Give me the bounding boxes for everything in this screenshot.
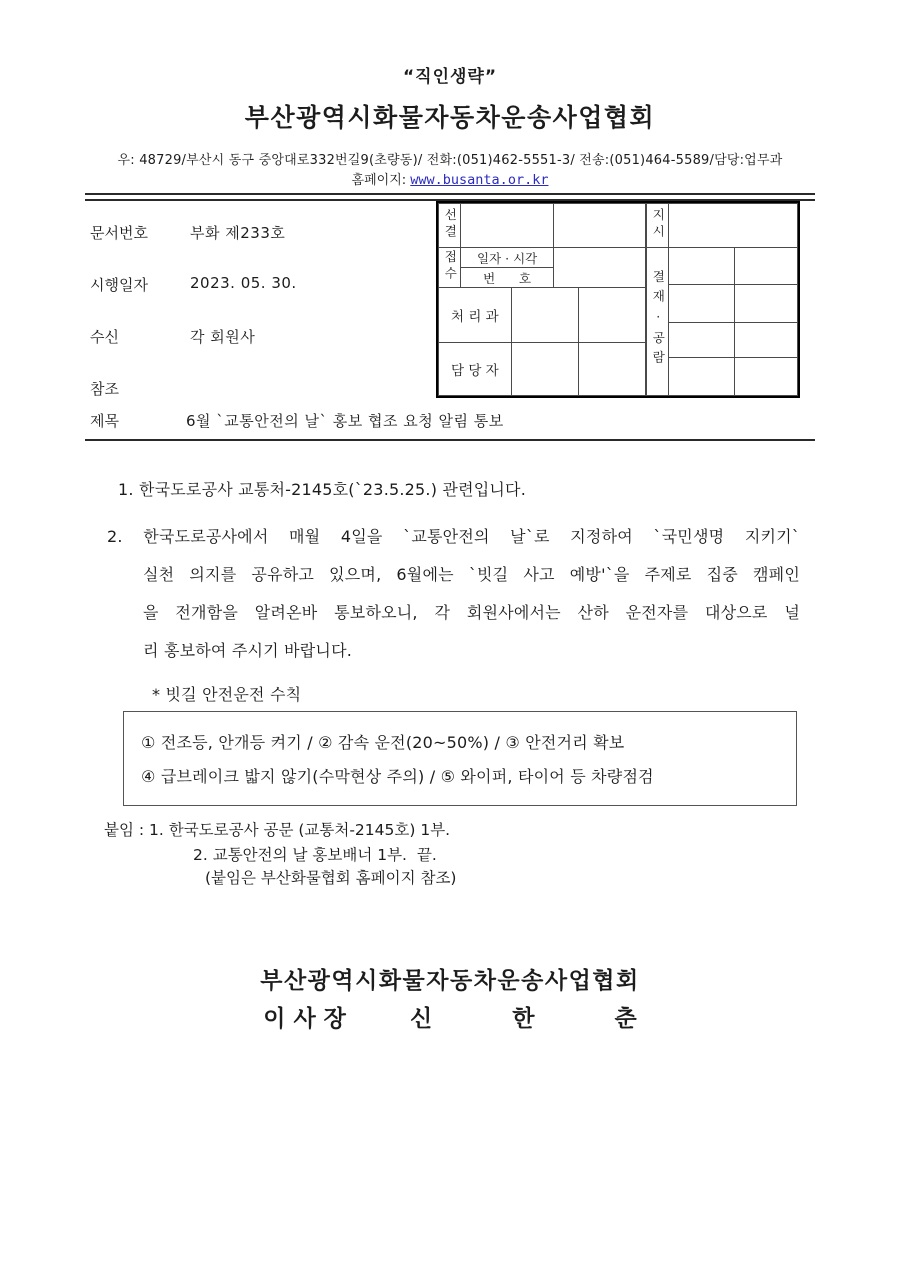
field-label: 시행일자 xyxy=(90,276,148,294)
attachment-line-3: (붙임은 부산화물협회 홈페이지 참조) xyxy=(205,869,457,887)
safety-rules-box xyxy=(123,711,797,806)
cell-approval-blank xyxy=(735,323,798,358)
cell-jeopsu-blank xyxy=(554,248,646,288)
cell-date-time-label: 일자 · 시각 xyxy=(461,248,554,268)
field-label: 참조 xyxy=(90,380,119,398)
cell-jeopsu-label: 접수 xyxy=(439,248,461,288)
homepage-label: 홈페이지: xyxy=(351,173,411,188)
paragraph-2-line: 을 전개함을 알려온바 통보하오니, 각 회원사에서는 산하 운전자를 대상으로 널 xyxy=(143,603,800,622)
cell-approval-blank xyxy=(669,285,735,323)
organization-title: 부산광역시화물자동차운송사업협회 xyxy=(244,103,656,132)
field-issue-date xyxy=(90,274,297,295)
field-value: 6월 `교통안전의 날` 홍보 협조 요청 알림 통보 xyxy=(186,412,504,430)
cell-person-blank1 xyxy=(511,343,579,396)
signature-president-name: 이 사 장 신 한 춘 xyxy=(263,1006,637,1032)
paragraph-2-line: 실천 의지를 공유하고 있으며, 6월에는 `빗길 사고 예방'`을 주제로 집중 캠페인 xyxy=(143,565,800,584)
cell-department-label: 처 리 과 xyxy=(439,288,512,343)
paragraph-2 xyxy=(107,524,800,676)
cell-approval-blank xyxy=(735,285,798,323)
stamp-right-table xyxy=(646,203,798,396)
field-label: 문서번호 xyxy=(90,224,148,242)
cell-approval-blank xyxy=(735,248,798,285)
cell-seongyeol-label: 선결 xyxy=(439,204,461,248)
homepage-url-link[interactable]: www.busanta.or.kr xyxy=(410,172,549,188)
cell-seongyeol-blank1 xyxy=(461,204,554,248)
field-label: 수신 xyxy=(90,328,119,346)
paragraph-2-line: 2. 한국도로공사에서 매월 4일을 `교통안전의 날`로 지정하여 `국민생명 지키기` xyxy=(107,527,800,546)
address-line: 우: 48729/부산시 동구 중앙대로332번길9(초량동)/ 전화:(051)462-5551-3/ 전송:(051)464-5589/담당:업무과 xyxy=(117,153,783,168)
cell-person-blank2 xyxy=(579,343,646,396)
homepage-line xyxy=(0,169,900,188)
header-double-rule xyxy=(85,193,815,201)
field-subject xyxy=(90,410,504,431)
cell-number-label: 번 호 xyxy=(461,268,554,288)
safety-rule-line: ④ 급브레이크 밟지 않기(수막현상 주의) / ⑤ 와이퍼, 타이어 등 차량점검 xyxy=(141,767,654,786)
cell-approval-blank xyxy=(669,358,735,396)
cell-department-blank2 xyxy=(579,288,646,343)
safety-rule-line: ① 전조등, 안개등 켜기 / ② 감속 운전(20~50%) / ③ 안전거리 확보 xyxy=(141,733,625,752)
paragraph-2-line: 리 홍보하여 주시기 바랍니다. xyxy=(143,641,353,660)
cell-approval-blank xyxy=(735,358,798,396)
field-label: 제목 xyxy=(90,412,119,430)
attachment-line-1: 붙임 : 1. 한국도로공사 공문 (교통처-2145호) 1부. xyxy=(104,821,451,839)
subject-rule xyxy=(85,439,815,441)
paragraph-1: 1. 한국도로공사 교통처-2145호(`23.5.25.) 관련입니다. xyxy=(118,480,526,499)
approval-stamp-box xyxy=(436,201,800,398)
rules-note-title: * 빗길 안전운전 수칙 xyxy=(152,685,302,704)
field-value: 2023. 05. 30. xyxy=(190,274,297,292)
cell-jisi-label: 지시 xyxy=(647,204,669,248)
field-cc xyxy=(90,378,190,399)
cell-approval-label: 결재·공람 xyxy=(647,248,669,396)
cell-approval-blank xyxy=(669,248,735,285)
cell-department-blank1 xyxy=(511,288,579,343)
field-value: 부화 제233호 xyxy=(190,224,286,242)
attachment-line-2: 2. 교통안전의 날 홍보배너 1부. 끝. xyxy=(193,846,437,864)
cell-approval-blank xyxy=(669,323,735,358)
stamp-omitted-note: “직인생략” xyxy=(402,67,498,87)
field-recipient xyxy=(90,326,255,347)
cell-jisi-blank xyxy=(669,204,798,248)
cell-person-label: 담 당 자 xyxy=(439,343,512,396)
signature-organization: 부산광역시화물자동차운송사업협회 xyxy=(260,968,640,994)
stamp-left-table xyxy=(438,203,646,396)
field-doc-number xyxy=(90,222,285,243)
cell-seongyeol-blank2 xyxy=(554,204,646,248)
field-value: 각 회원사 xyxy=(190,328,256,346)
